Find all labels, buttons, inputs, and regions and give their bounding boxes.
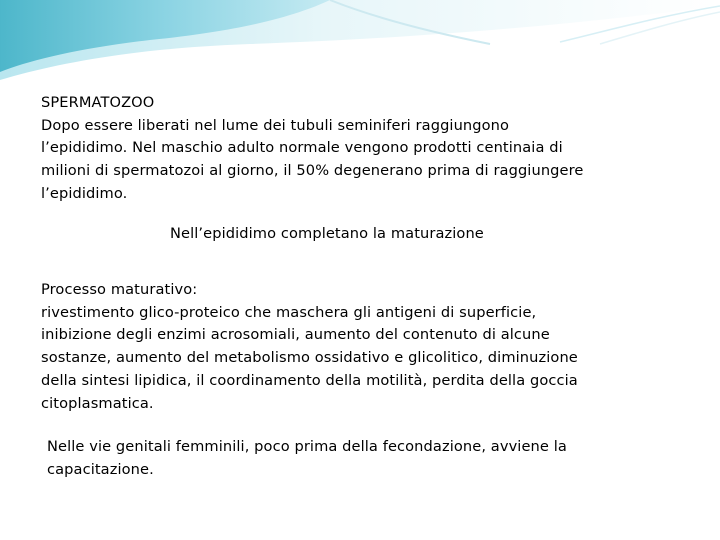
intro-line: Dopo essere liberati nel lume dei tubuli seminiferi raggiungono [41, 116, 510, 134]
process-line: sostanze, aumento del metabolismo ossidativo e glicolitico, diminuzione [41, 349, 578, 367]
process-heading: Processo maturativo: [41, 281, 198, 298]
process-line: citoplasmatica. [41, 394, 154, 412]
epididimo-line: Nell’epididimo completano la maturazione [170, 225, 484, 242]
capacitation-line: capacitazione. [47, 460, 154, 478]
intro-heading: SPERMATOZOO [41, 94, 155, 111]
capacitation-line: Nelle vie genitali femminili, poco prima della fecondazione, avviene la [47, 438, 567, 455]
intro-line: l’epididimo. Nel maschio adulto normale vengono prodotti centinaia di [41, 139, 563, 157]
process-line: inibizione degli enzimi acrosomiali, aumento del contenuto di alcune [41, 326, 550, 344]
capacitation-paragraph [47, 436, 567, 481]
process-line: rivestimento glico-proteico che maschera gli antigeni di superficie, [41, 303, 537, 321]
epididimo-paragraph [170, 223, 484, 246]
intro-line: l’epididimo. [41, 184, 128, 202]
process-line: della sintesi lipidica, il coordinamento della motilità, perdita della goccia [41, 371, 578, 389]
intro-paragraph [41, 92, 583, 206]
process-paragraph [41, 279, 578, 415]
intro-line: milioni di spermatozoi al giorno, il 50% degenerano prima di raggiungere [41, 162, 584, 180]
